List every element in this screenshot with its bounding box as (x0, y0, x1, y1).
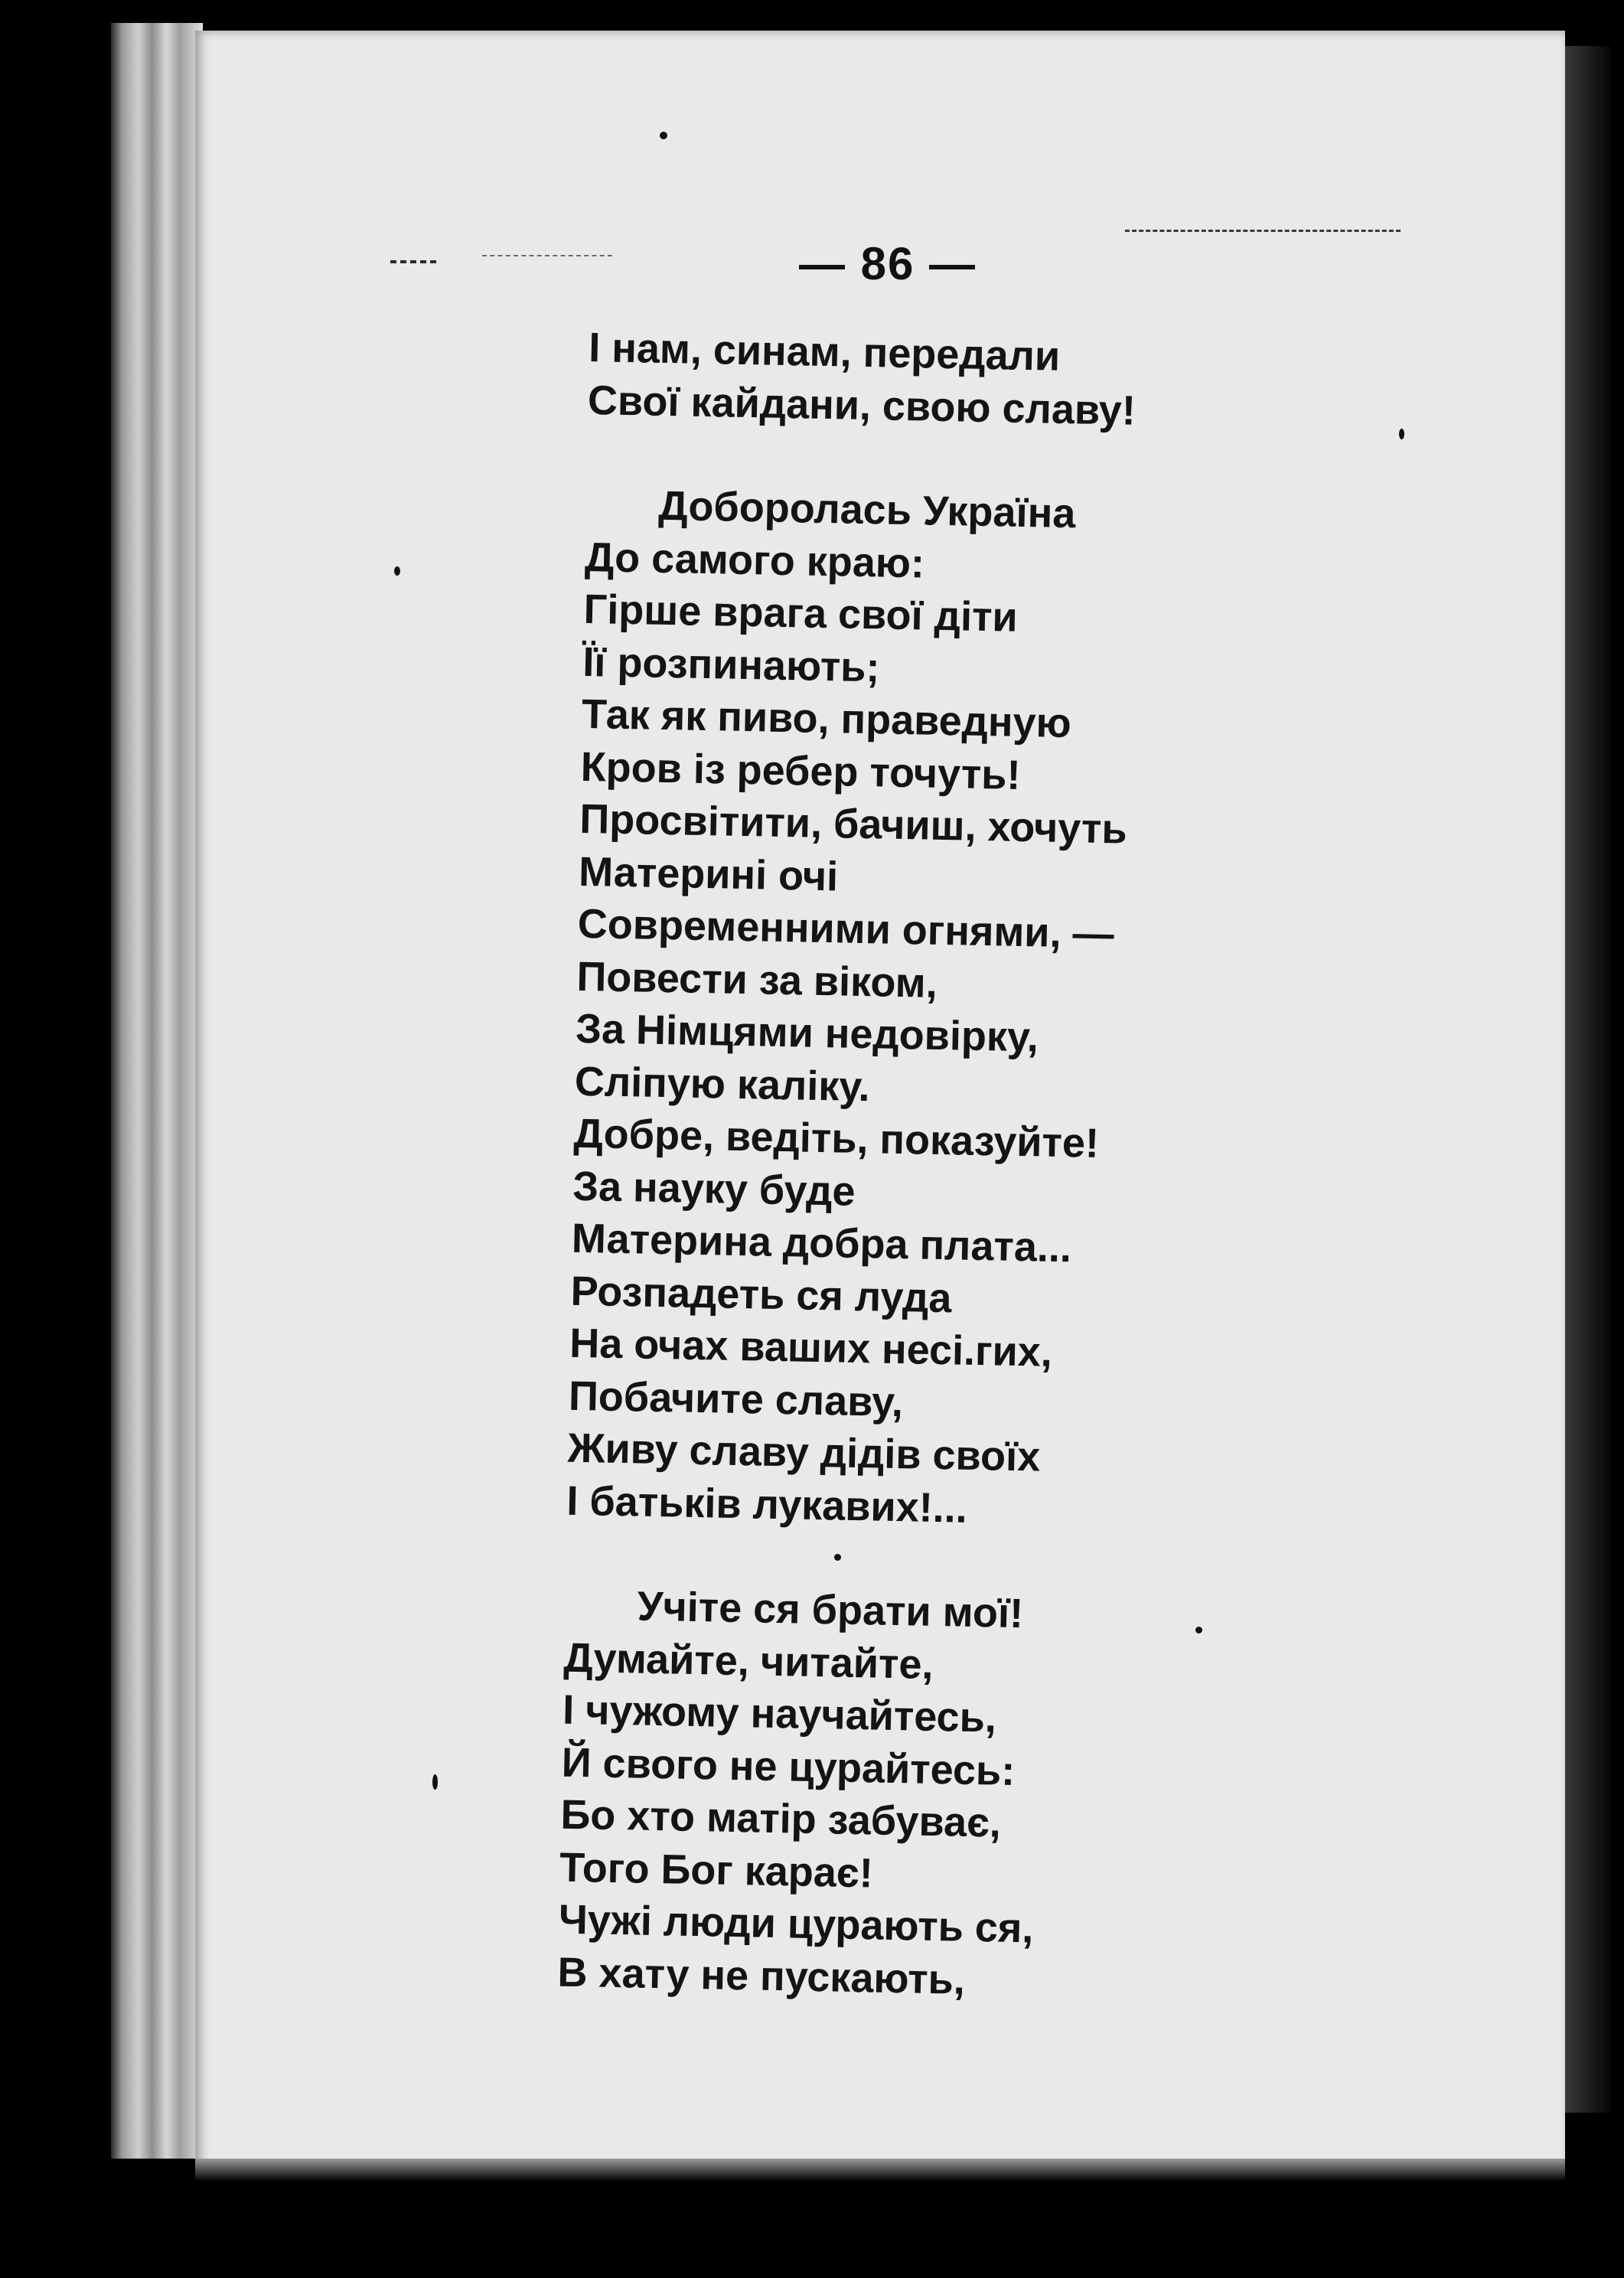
poem-line: Її розпинають; (582, 638, 881, 690)
header-rule-left-faint (482, 255, 612, 256)
poem-line: Гірше врага свої діти (583, 586, 1019, 641)
poem-line: Материні очі (578, 848, 839, 899)
poem-line: Кров із ребер точуть! (580, 743, 1022, 798)
page-bottom-shadow (195, 2159, 1565, 2182)
page-speck (394, 566, 400, 576)
page-speck (660, 132, 667, 139)
poem-line: Добре, ведіть, показуйте! (573, 1110, 1100, 1167)
poem-line: Так як пиво, праведную (581, 690, 1072, 747)
poem-line: Побачите славу, (568, 1372, 904, 1425)
poem-line: До самого краю: (584, 534, 925, 586)
poem-line: Бо хто матір забуває, (559, 1791, 1002, 1846)
poem-line: Повести за віком, (576, 953, 938, 1007)
poem-line: Сліпую каліку. (574, 1058, 871, 1110)
header-rule-right (1125, 230, 1401, 232)
poem-line: Розпадеть ся луда (570, 1268, 952, 1321)
poem-line: Просвітити, бачиш, хочуть (579, 795, 1128, 853)
poem-line: Того Бог карає! (559, 1844, 874, 1896)
poem-line: Живу славу дідів своїх (567, 1425, 1041, 1480)
page-number: — 86 — (798, 238, 977, 289)
poem-line: Доборолась Україна (657, 482, 1076, 537)
poem-line: Учіте ся брати мої! (637, 1583, 1024, 1637)
poem-line: На очах ваших несі.гих, (569, 1320, 1053, 1376)
page-speck (1195, 1627, 1202, 1633)
poem-line: І батьків лукавих!... (566, 1477, 968, 1532)
poem-line: Чужі люди цурають ся, (558, 1896, 1034, 1952)
poem-line: І нам, синам, передали (588, 324, 1061, 380)
poem-line: І чужому научайтесь, (562, 1686, 997, 1741)
poem-line: Думайте, читайте, (563, 1634, 934, 1688)
poem-line: За науку буде (572, 1163, 856, 1215)
poem-line: Свої кайдани, свою славу! (587, 377, 1136, 434)
page-gutter-shadow (1565, 46, 1611, 2113)
poem-text (557, 321, 1469, 2015)
poem-line: Й свого не цурайтесь: (561, 1739, 1016, 1794)
page-speck (432, 1774, 438, 1790)
poem-line: Современними огнями, — (577, 900, 1115, 958)
poem-line: Материна добра плата... (571, 1215, 1072, 1271)
book-page-edges (111, 23, 203, 2159)
page-speck (834, 1554, 841, 1561)
poem-line: За Німцями недовірку, (575, 1005, 1039, 1061)
header-rule-left (390, 260, 436, 263)
poem-line: В хату не пускають, (557, 1949, 966, 2003)
page-speck (1399, 429, 1404, 439)
